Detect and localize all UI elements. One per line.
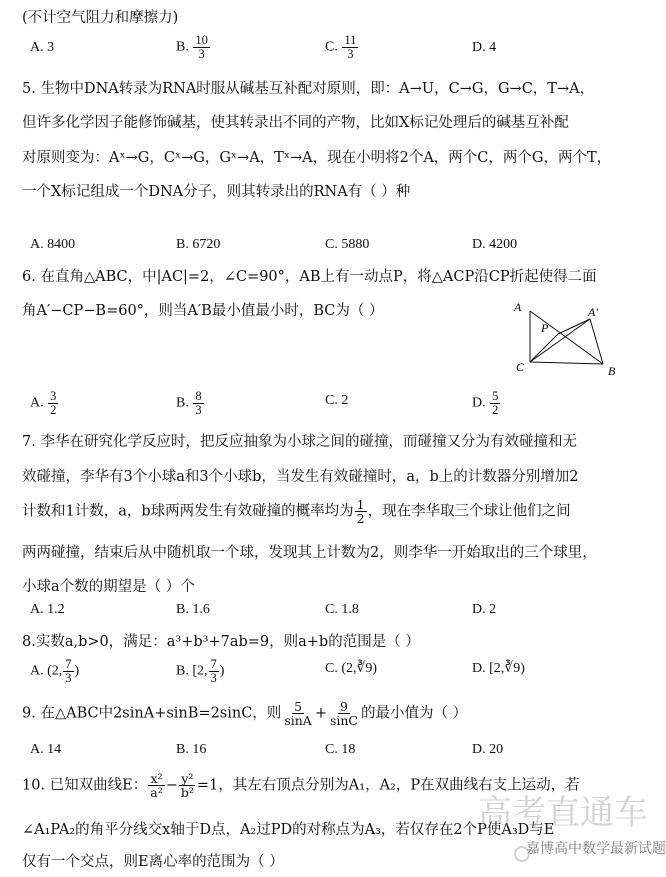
q6-option-d-label: D.	[472, 395, 486, 411]
q6-option-b	[176, 390, 205, 417]
denominator: 3	[210, 671, 217, 685]
q6-option-d	[472, 390, 501, 417]
q4-option-b-label: B.	[176, 39, 189, 55]
q8-option-b-post: )	[219, 663, 225, 679]
q5-option-d: D. 4200	[472, 237, 518, 252]
q7-line-5: 小球a个数的期望是（ ）个	[22, 579, 195, 595]
q10-line-1-pre: 10. 已知双曲线E：	[22, 777, 148, 794]
q5-line-3: 对原则变为：Aˣ→G，Cˣ→G，Gˣ→A，Tˣ→A，现在小明将2个A，两个C，两个G，两个T，	[22, 150, 612, 166]
numerator: 7	[65, 657, 72, 671]
q8-option-b	[176, 658, 224, 685]
label-a-prime: A′	[588, 305, 598, 319]
q6-option-a-fraction	[48, 390, 58, 417]
denominator: b²	[180, 785, 194, 800]
q9-option-b: B. 16	[176, 742, 207, 757]
q7-line-2: 效碰撞，李华有3个小球a和3个小球b，当发生有效碰撞时，a，b上的计数器分别增加2	[22, 469, 579, 485]
q5-option-b: B. 6720	[176, 237, 221, 252]
q8-option-b-pre: B. [2,	[176, 663, 208, 679]
q4-option-b-fraction	[193, 34, 210, 61]
watermark-main-text: 高考直通车	[478, 793, 648, 833]
fold-triangle-diagram	[508, 297, 623, 379]
label-b: B	[608, 364, 616, 378]
q4-option-d: D. 4	[472, 40, 497, 55]
q9-line-post: 的最小值为（ ）	[361, 705, 468, 722]
numerator: x²	[150, 771, 163, 786]
denominator: 3	[347, 47, 354, 61]
q9-option-d: D. 20	[472, 742, 504, 757]
denominator: a²	[150, 785, 163, 800]
q4-note: (不计空气阻力和摩擦力)	[22, 10, 179, 26]
q10-line-3: 仅有一个交点，则E离心率的范围为（ ）	[22, 854, 284, 870]
q5-line-2: 但许多化学因子能修饰碱基，使其转录出不同的产物，比如X标记处理后的碱基互补配	[22, 115, 569, 131]
q6-option-d-fraction	[490, 390, 500, 417]
q7-option-a: A. 1.2	[30, 602, 65, 617]
q7-line-1: 7. 李华在研究化学反应时，把反应抽象为小球之间的碰撞，而碰撞又分为有效碰撞和无	[22, 434, 577, 450]
q4-option-c-label: C.	[325, 39, 338, 55]
q9-fraction-2	[328, 700, 360, 727]
numerator: 5	[294, 699, 303, 714]
numerator: 10	[195, 33, 208, 47]
watermark-subtext: 嘉博高中数学最新试题	[526, 841, 666, 857]
q8-option-a	[30, 658, 79, 685]
q4-option-c	[325, 34, 359, 61]
edge-pa-prime	[558, 319, 590, 334]
q10-x-fraction	[148, 772, 164, 799]
q7-probability-fraction	[355, 498, 367, 525]
q4-option-c-fraction	[342, 34, 358, 61]
q7-option-c: C. 1.8	[325, 602, 359, 617]
q7-line-3-pre: 计数和1计数，a，b球两两发生有效碰撞的概率均为	[22, 503, 354, 520]
numerator: y²	[181, 771, 194, 786]
q7-line-4: 两两碰撞，结束后从中随机取一个球，发现其上计数为2，则李华一开始取出的三个球里，	[22, 545, 597, 561]
denominator: 3	[195, 403, 202, 417]
denominator: 2	[492, 403, 499, 417]
q7-line-3	[22, 498, 571, 525]
denominator: sinA	[284, 713, 312, 728]
q5-option-a: A. 8400	[30, 237, 76, 252]
q5-line-1: 5. 生物中DNA转录为RNA时服从碱基互补配对原则，即：A→U，C→G，G→C，T→A，	[22, 81, 595, 97]
q8-option-c: C. (2,∛9)	[325, 661, 378, 676]
denominator: 3	[65, 671, 72, 685]
denominator: sinC	[329, 713, 358, 728]
denominator: 3	[198, 47, 205, 61]
q7-option-b: B. 1.6	[176, 602, 210, 617]
edge-a-prime-b	[590, 319, 603, 364]
q9-line-pre: 9. 在△ABC中2sinA+sinB=2sinC，则	[22, 705, 282, 722]
numerator: 1	[356, 497, 365, 512]
q7-line-3-post: ，现在李华取三个球让他们之间	[367, 503, 571, 520]
edge-cp	[530, 334, 558, 362]
denominator: 2	[50, 403, 57, 417]
q6-option-b-label: B.	[176, 395, 189, 411]
q9-option-c: C. 18	[325, 742, 356, 757]
q8-line: 8.实数a,b>0，满足：a³+b³+7ab=9，则a+b的范围是（ ）	[22, 634, 420, 650]
q8-option-d: D. [2,∛9)	[472, 661, 525, 676]
q6-line-2: 角A′−CP−B=60°，则当A′B最小值最小时，BC为（ ）	[22, 303, 384, 319]
q7-option-d: D. 2	[472, 602, 497, 617]
q9-option-a: A. 14	[30, 742, 62, 757]
q6-option-c: C. 2	[325, 393, 349, 408]
q10-line-2: ∠A₁PA₂的角平分线交x轴于D点，A₂过PD的对称点为A₃，若仅存在2个P使A₃D与E	[22, 822, 555, 838]
q9-line	[22, 700, 467, 727]
q6-option-b-fraction	[193, 390, 203, 417]
numerator: 7	[210, 657, 217, 671]
q10-y-fraction	[179, 772, 196, 799]
numerator: 8	[195, 389, 202, 403]
q4-option-a: A. 3	[30, 40, 55, 55]
numerator: 5	[492, 389, 499, 403]
q4-option-b	[176, 34, 211, 61]
numerator: 3	[50, 389, 57, 403]
denominator: 2	[356, 511, 365, 526]
q8-option-b-fraction	[209, 658, 219, 685]
edge-ca-prime	[530, 319, 590, 362]
q6-line-1: 6. 在直角△ABC，中|AC|=2，∠C=90°，AB上有一动点P，将△ACP沿CP折起使得二面	[22, 269, 597, 285]
q10-line-1-post: =1，其左右顶点分别为A₁，A₂，P在双曲线右支上运动，若	[196, 777, 580, 794]
q8-option-a-pre: A. (2,	[30, 663, 63, 679]
q9-plus: +	[314, 705, 327, 722]
q5-option-c: C. 5880	[325, 237, 370, 252]
q6-option-a	[30, 390, 59, 417]
q9-fraction-1	[282, 700, 314, 727]
edge-cb	[530, 362, 603, 364]
q10-minus: −	[165, 777, 178, 794]
label-p: P	[541, 321, 549, 335]
q6-option-a-label: A.	[30, 395, 44, 411]
q8-option-a-fraction	[63, 658, 73, 685]
numerator: 11	[344, 33, 357, 47]
label-c: C	[516, 360, 525, 374]
q5-line-4: 一个X标记组成一个DNA分子，则其转录出的RNA有（ ）种	[22, 184, 411, 200]
label-a: A	[514, 300, 522, 314]
numerator: 9	[340, 699, 348, 714]
q8-option-a-post: )	[74, 663, 80, 679]
